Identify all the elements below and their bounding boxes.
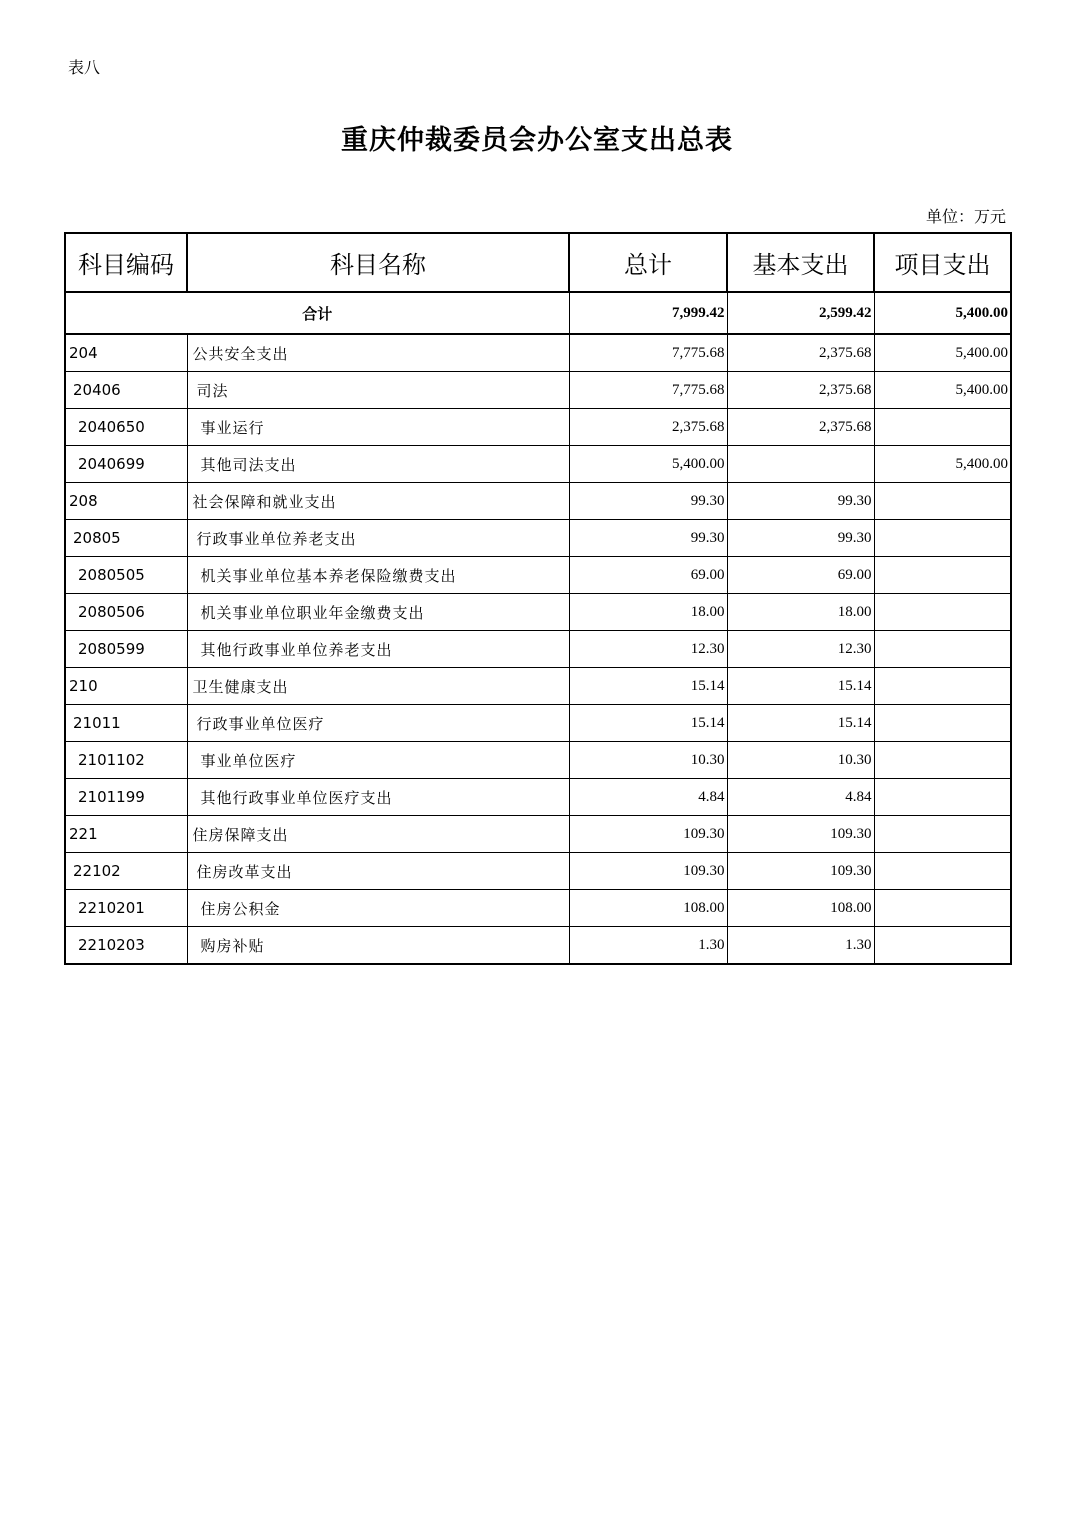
document-title: 重庆仲裁委员会办公室支出总表 <box>341 125 733 156</box>
row-project-expenditure <box>874 520 1011 557</box>
row-project-expenditure: 5,400.00 <box>874 372 1011 409</box>
row-basic-expenditure <box>727 446 874 483</box>
header-basic-expenditure: 基本支出 <box>727 233 874 292</box>
row-subject-name: 公共安全支出 <box>187 334 569 372</box>
row-subject-code: 2080505 <box>65 557 187 594</box>
expenditure-summary-table <box>64 232 1012 965</box>
row-subject-name: 卫生健康支出 <box>187 668 569 705</box>
row-total: 109.30 <box>569 853 727 890</box>
row-project-expenditure <box>874 779 1011 816</box>
row-project-expenditure <box>874 742 1011 779</box>
row-project-expenditure <box>874 890 1011 927</box>
row-basic-expenditure: 15.14 <box>727 668 874 705</box>
row-basic-expenditure: 2,375.68 <box>727 409 874 446</box>
row-subject-code: 208 <box>65 483 187 520</box>
table-row <box>65 668 1011 705</box>
row-subject-code: 21011 <box>65 705 187 742</box>
header-subject-code: 科目编码 <box>65 233 187 292</box>
table-row <box>65 853 1011 890</box>
row-basic-expenditure: 2,375.68 <box>727 372 874 409</box>
total-basic: 2,599.42 <box>727 292 874 334</box>
row-total: 7,775.68 <box>569 334 727 372</box>
row-total: 15.14 <box>569 705 727 742</box>
row-subject-code: 2040650 <box>65 409 187 446</box>
row-total: 15.14 <box>569 668 727 705</box>
table-row <box>65 372 1011 409</box>
table-row <box>65 334 1011 372</box>
row-total: 99.30 <box>569 483 727 520</box>
row-project-expenditure <box>874 409 1011 446</box>
row-total: 109.30 <box>569 816 727 853</box>
row-basic-expenditure: 69.00 <box>727 557 874 594</box>
row-subject-code: 22102 <box>65 853 187 890</box>
row-subject-name: 行政事业单位医疗 <box>187 705 569 742</box>
total-sum: 7,999.42 <box>569 292 727 334</box>
total-label: 合计 <box>65 292 569 334</box>
row-basic-expenditure: 4.84 <box>727 779 874 816</box>
unit-label: 单位：万元 <box>925 207 1006 226</box>
row-project-expenditure <box>874 483 1011 520</box>
total-row <box>65 292 1011 334</box>
row-subject-name: 其他行政事业单位养老支出 <box>187 631 569 668</box>
header-total: 总计 <box>569 233 727 292</box>
row-basic-expenditure: 10.30 <box>727 742 874 779</box>
row-subject-code: 2080599 <box>65 631 187 668</box>
row-project-expenditure: 5,400.00 <box>874 334 1011 372</box>
table-row <box>65 779 1011 816</box>
table-row <box>65 446 1011 483</box>
row-subject-code: 2080506 <box>65 594 187 631</box>
row-total: 1.30 <box>569 927 727 965</box>
row-subject-code: 204 <box>65 334 187 372</box>
row-basic-expenditure: 109.30 <box>727 816 874 853</box>
row-subject-name: 其他行政事业单位医疗支出 <box>187 779 569 816</box>
row-subject-code: 210 <box>65 668 187 705</box>
row-total: 4.84 <box>569 779 727 816</box>
row-subject-name: 事业单位医疗 <box>187 742 569 779</box>
row-basic-expenditure: 109.30 <box>727 853 874 890</box>
row-project-expenditure <box>874 816 1011 853</box>
table-row <box>65 927 1011 965</box>
row-subject-code: 20805 <box>65 520 187 557</box>
row-total: 2,375.68 <box>569 409 727 446</box>
row-basic-expenditure: 12.30 <box>727 631 874 668</box>
table-row <box>65 742 1011 779</box>
row-subject-name: 其他司法支出 <box>187 446 569 483</box>
table-row <box>65 890 1011 927</box>
total-project: 5,400.00 <box>874 292 1011 334</box>
table-number-label: 表八 <box>68 58 101 77</box>
row-total: 10.30 <box>569 742 727 779</box>
row-project-expenditure <box>874 631 1011 668</box>
row-subject-name: 住房公积金 <box>187 890 569 927</box>
row-subject-code: 2210203 <box>65 927 187 965</box>
row-subject-name: 事业运行 <box>187 409 569 446</box>
row-project-expenditure <box>874 705 1011 742</box>
row-subject-code: 2101199 <box>65 779 187 816</box>
row-project-expenditure <box>874 853 1011 890</box>
table-header-row <box>65 233 1011 292</box>
row-subject-name: 行政事业单位养老支出 <box>187 520 569 557</box>
row-basic-expenditure: 15.14 <box>727 705 874 742</box>
row-total: 108.00 <box>569 890 727 927</box>
table-row <box>65 557 1011 594</box>
row-subject-code: 2101102 <box>65 742 187 779</box>
row-basic-expenditure: 1.30 <box>727 927 874 965</box>
row-project-expenditure <box>874 557 1011 594</box>
row-project-expenditure <box>874 668 1011 705</box>
table-row <box>65 705 1011 742</box>
row-project-expenditure <box>874 927 1011 965</box>
row-total: 7,775.68 <box>569 372 727 409</box>
row-subject-code: 2040699 <box>65 446 187 483</box>
table-row <box>65 483 1011 520</box>
row-total: 69.00 <box>569 557 727 594</box>
row-project-expenditure <box>874 594 1011 631</box>
row-basic-expenditure: 99.30 <box>727 483 874 520</box>
row-subject-name: 住房改革支出 <box>187 853 569 890</box>
header-project-expenditure: 项目支出 <box>874 233 1011 292</box>
row-project-expenditure: 5,400.00 <box>874 446 1011 483</box>
row-subject-name: 机关事业单位职业年金缴费支出 <box>187 594 569 631</box>
row-subject-code: 20406 <box>65 372 187 409</box>
row-subject-code: 221 <box>65 816 187 853</box>
row-basic-expenditure: 2,375.68 <box>727 334 874 372</box>
row-total: 5,400.00 <box>569 446 727 483</box>
table-row <box>65 520 1011 557</box>
table-row <box>65 631 1011 668</box>
row-basic-expenditure: 18.00 <box>727 594 874 631</box>
header-subject-name: 科目名称 <box>187 233 569 292</box>
table-row <box>65 594 1011 631</box>
row-subject-name: 住房保障支出 <box>187 816 569 853</box>
row-total: 12.30 <box>569 631 727 668</box>
row-subject-name: 购房补贴 <box>187 927 569 965</box>
row-total: 99.30 <box>569 520 727 557</box>
row-basic-expenditure: 99.30 <box>727 520 874 557</box>
row-total: 18.00 <box>569 594 727 631</box>
row-subject-name: 司法 <box>187 372 569 409</box>
row-subject-code: 2210201 <box>65 890 187 927</box>
table-row <box>65 816 1011 853</box>
table-row <box>65 409 1011 446</box>
row-subject-name: 机关事业单位基本养老保险缴费支出 <box>187 557 569 594</box>
row-basic-expenditure: 108.00 <box>727 890 874 927</box>
row-subject-name: 社会保障和就业支出 <box>187 483 569 520</box>
